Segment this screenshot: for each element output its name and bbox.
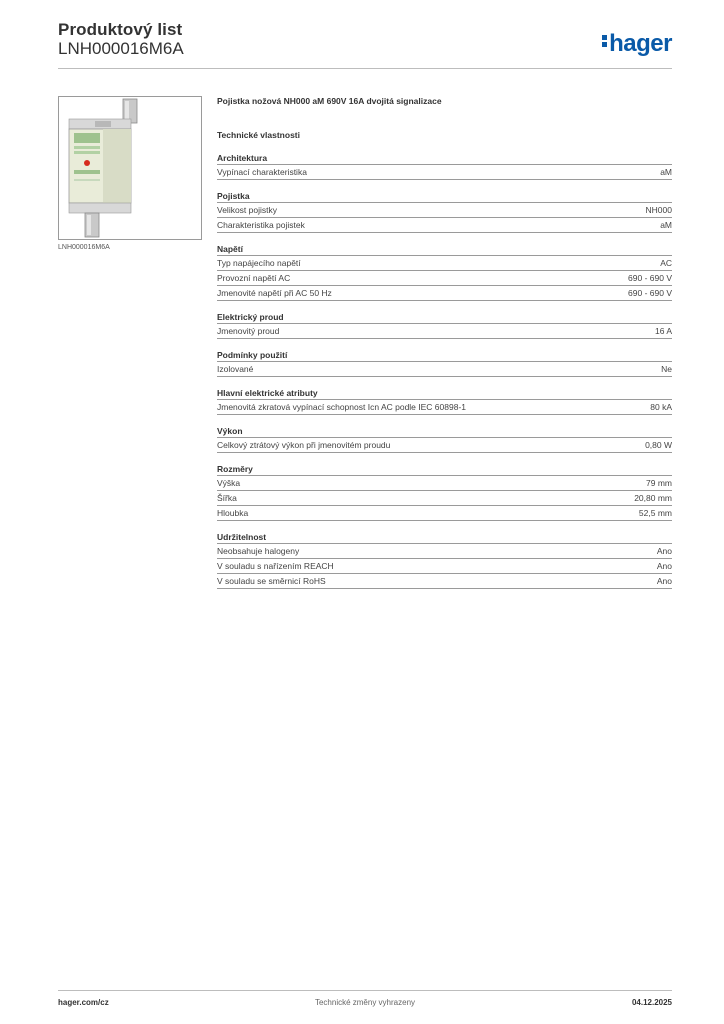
spec-value: 690 - 690 V bbox=[628, 288, 672, 298]
spec-label: Jmenovitá zkratová vypínací schopnost Icn AC podle IEC 60898-1 bbox=[217, 402, 466, 412]
spec-table bbox=[217, 255, 672, 301]
section-title: Pojistka bbox=[217, 191, 250, 201]
spec-row bbox=[217, 165, 672, 180]
section-title: Napětí bbox=[217, 244, 243, 254]
footer-website-link[interactable]: hager.com/cz bbox=[58, 998, 109, 1007]
spec-label: Jmenovitý proud bbox=[217, 326, 280, 336]
spec-row bbox=[217, 286, 672, 301]
spec-label: Výška bbox=[217, 478, 241, 488]
spec-value: Ano bbox=[656, 561, 672, 571]
spec-label: Provozní napětí AC bbox=[217, 273, 291, 283]
footer-date: 04.12.2025 bbox=[631, 998, 672, 1007]
spec-value: NH000 bbox=[645, 205, 672, 215]
spec-value: 52,5 mm bbox=[638, 508, 672, 518]
spec-value: aM bbox=[660, 220, 672, 230]
spec-row bbox=[217, 324, 672, 339]
spec-row bbox=[217, 400, 672, 415]
spec-row bbox=[217, 544, 672, 559]
footer-divider bbox=[58, 990, 672, 991]
spec-row bbox=[217, 559, 672, 574]
spec-row bbox=[217, 506, 672, 521]
image-caption: LNH000016M6A bbox=[58, 244, 110, 251]
logo-dots-icon bbox=[602, 33, 607, 49]
section-title: Architektura bbox=[217, 153, 268, 163]
nh-fuse-icon bbox=[59, 97, 201, 239]
spec-row bbox=[217, 438, 672, 453]
spec-label: Celkový ztrátový výkon při jmenovitém proudu bbox=[217, 440, 391, 450]
spec-table bbox=[217, 361, 672, 377]
spec-label: Jmenovité napětí při AC 50 Hz bbox=[217, 288, 332, 298]
section-title: Hlavní elektrické atributy bbox=[217, 388, 318, 398]
spec-label: Šířka bbox=[217, 493, 237, 503]
spec-value: AC bbox=[660, 258, 672, 268]
spec-label: Charakteristika pojistek bbox=[217, 220, 305, 230]
spec-table bbox=[217, 437, 672, 453]
hager-logo[interactable] bbox=[602, 30, 672, 58]
spec-row bbox=[217, 491, 672, 506]
spec-label: Hloubka bbox=[217, 508, 249, 518]
technical-properties-heading: Technické vlastnosti bbox=[217, 130, 300, 140]
spec-value: 20,80 mm bbox=[634, 493, 672, 503]
spec-label: V souladu s nařízením REACH bbox=[217, 561, 334, 571]
spec-row bbox=[217, 574, 672, 589]
spec-label: Neobsahuje halogeny bbox=[217, 546, 300, 556]
spec-row bbox=[217, 203, 672, 218]
spec-table bbox=[217, 399, 672, 415]
spec-value: 690 - 690 V bbox=[628, 273, 672, 283]
spec-table bbox=[217, 164, 672, 180]
spec-value: 79 mm bbox=[646, 478, 672, 488]
spec-value: Ne bbox=[661, 364, 672, 374]
spec-value: 80 kA bbox=[650, 402, 672, 412]
spec-label: Typ napájecího napětí bbox=[217, 258, 301, 268]
product-description: Pojistka nožová NH000 aM 690V 16A dvojitá signalizace bbox=[217, 96, 442, 106]
spec-table bbox=[217, 323, 672, 339]
section-title: Udržitelnost bbox=[217, 532, 267, 542]
spec-value: aM bbox=[660, 167, 672, 177]
spec-row bbox=[217, 476, 672, 491]
spec-row bbox=[217, 256, 672, 271]
footer-note: Technické změny vyhrazeny bbox=[314, 998, 416, 1007]
product-code: LNH000016M6A bbox=[58, 39, 184, 58]
spec-label: Velikost pojistky bbox=[217, 205, 277, 215]
spec-label: Vypínací charakteristika bbox=[217, 167, 307, 177]
spec-sections bbox=[217, 152, 672, 589]
product-details bbox=[217, 96, 672, 589]
spec-row bbox=[217, 271, 672, 286]
spec-value: 0,80 W bbox=[645, 440, 672, 450]
spec-value: Ano bbox=[656, 576, 672, 586]
section-title: Rozměry bbox=[217, 464, 253, 474]
spec-row bbox=[217, 218, 672, 233]
spec-table bbox=[217, 202, 672, 233]
section-title: Podmínky použití bbox=[217, 350, 288, 360]
spec-label: V souladu se směrnicí RoHS bbox=[217, 576, 326, 586]
spec-value: 16 A bbox=[654, 326, 672, 336]
spec-table bbox=[217, 475, 672, 521]
page-header bbox=[58, 20, 672, 68]
spec-value: Ano bbox=[656, 546, 672, 556]
spec-row bbox=[217, 362, 672, 377]
spec-label: Izolované bbox=[217, 364, 254, 374]
header-divider bbox=[58, 68, 672, 69]
spec-table bbox=[217, 543, 672, 589]
section-title: Elektrický proud bbox=[217, 312, 284, 322]
document-title: Produktový list bbox=[58, 20, 183, 39]
logo-text: hager bbox=[609, 30, 672, 57]
section-title: Výkon bbox=[217, 426, 243, 436]
product-image bbox=[58, 96, 202, 240]
